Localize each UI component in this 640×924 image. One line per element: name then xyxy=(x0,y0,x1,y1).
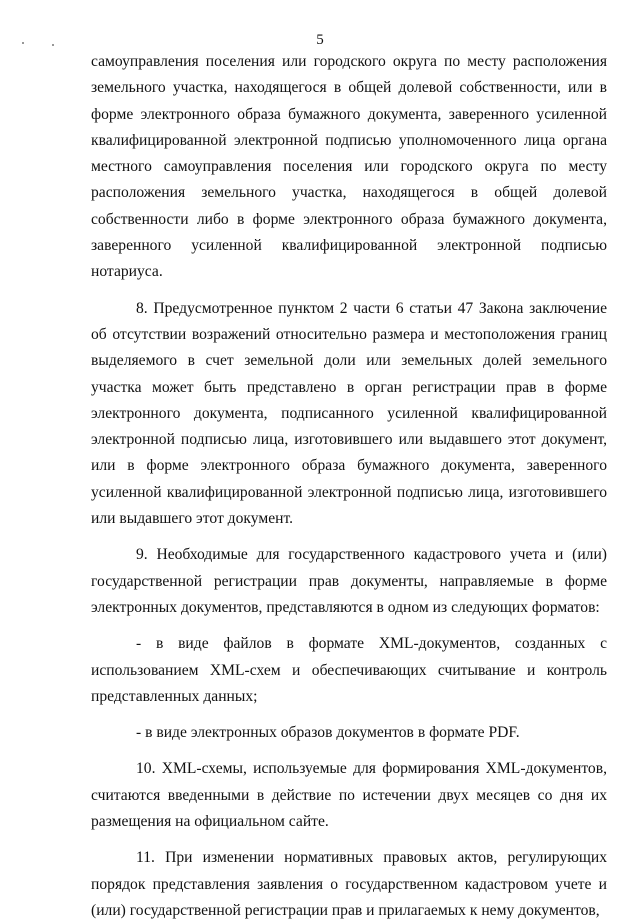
page-number: 5 xyxy=(316,32,324,48)
paragraph-9: 9. Необходимые для государственного кадастрового учета и (или) государственной регистрации прав документы, направляемые в форме электронных документов, представляются в одном из следующих форматов: xyxy=(91,546,607,616)
paragraph-10: 10. XML-схемы, используемые для формирования XML-документов, считаются введенными в действие по истечении двух месяцев со дня их размещения на официальном сайте. xyxy=(91,760,607,831)
paragraph-8: 8. Предусмотренное пунктом 2 части 6 статьи 47 Закона заключение об отсутствии возражений относительно размера и местоположения границ выделяемого в счет земельной доли или земельных долей земельного участка может быть представлено в орган регистрации прав в форме электронного документа, подписанного усиленной квалифицированной электронной подписью лица, изготовившего или выдавшего этот документ, или в форме электронного образа бумажного документа, заверенного усиленной квалифицированной электронной подписью лица, изготовившего или выдавшего этот документ. xyxy=(91,299,607,528)
paragraph-continuation: самоуправления поселения или городского округа по месту расположения земельного участка, находящегося в общей долевой собственности, или в форме электронного образа бумажного документа, заверенного усиленной квалифицированной электронной подписью уполномоченного лица органа местного самоуправления поселения или городского округа по месту расположения земельного участка, находящегося в общей долевой собственности либо в форме электронного образа бумажного документа, заверенного усиленной квалифицированной электронной подписью нотариуса. xyxy=(91,53,607,281)
list-item-xml-format: - в виде файлов в формате XML-документов, созданных с использованием XML-схем и обеспечивающих считывание и контроль представленных данных; xyxy=(91,635,607,705)
document-body xyxy=(91,49,607,924)
list-item-pdf-format: - в виде электронных образов документов в формате PDF. xyxy=(136,724,520,742)
paragraph-11: 11. При изменении нормативных правовых актов, регулирующих порядок представления заявления о государственном кадастровом учете и (или) государственной регистрации прав и прилагаемых к нему документов, xyxy=(91,849,607,919)
